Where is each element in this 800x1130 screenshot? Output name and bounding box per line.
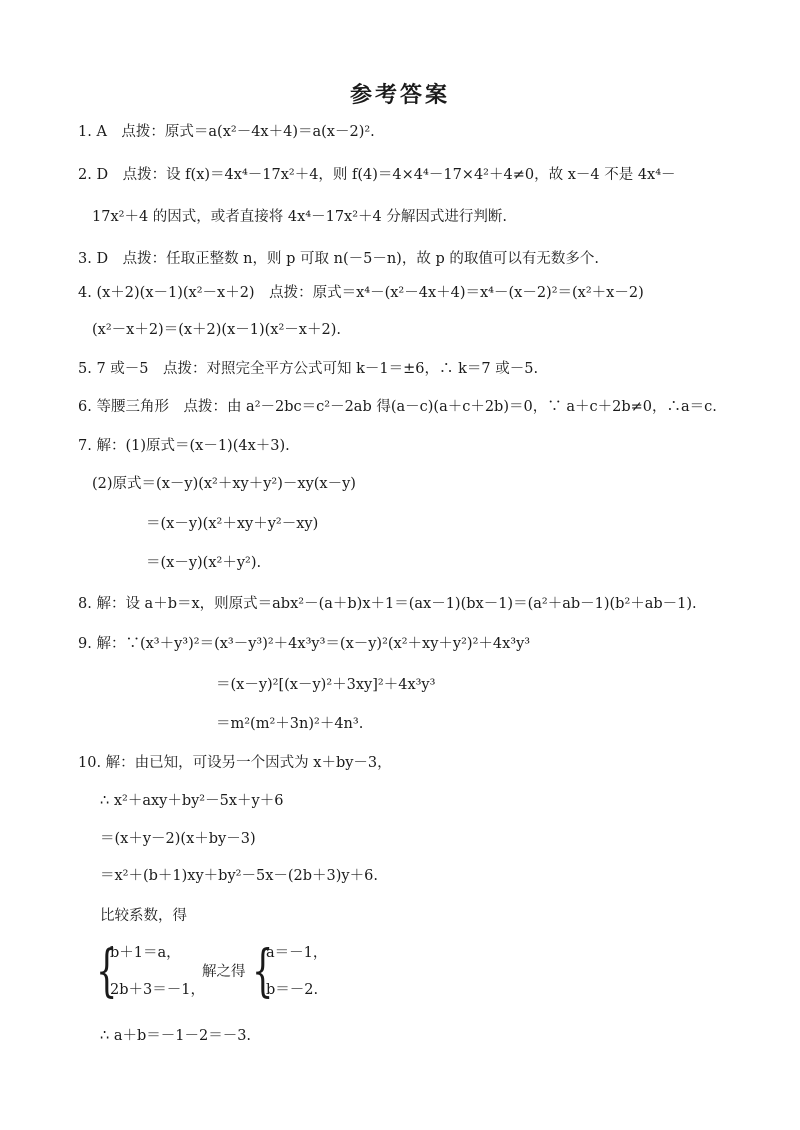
solve-label: 解之得 <box>202 964 246 980</box>
answer-10-compare-label: 比较系数，得 <box>100 908 187 924</box>
answer-4-line-2: (x²－x＋2)＝(x＋2)(x－1)(x²－x＋2). <box>92 322 341 338</box>
answer-9-line-3: ＝m²(m²＋3n)²＋4n³. <box>216 716 364 732</box>
answer-5: 5. 7 或－5 点拨：对照完全平方公式可知 k－1＝±6，∴ k＝7 或－5. <box>78 361 539 377</box>
answer-7-part-2-line-3: ＝(x－y)(x²＋y²). <box>146 555 262 571</box>
answer-9-line-1: 9. 解：∵(x³＋y³)²＝(x³－y³)²＋4x³y³＝(x－y)²(x²＋xy＋y²)²＋4x³y³ <box>78 636 531 652</box>
answer-2-line-1: 2. D 点拨：设 f(x)＝4x⁴－17x²＋4，则 f(4)＝4×4⁴－17×4²＋4≠0，故 x－4 不是 4x⁴－ <box>78 167 676 183</box>
system-eq-1: b＋1＝a， <box>110 945 181 961</box>
solution-b: b＝－2. <box>266 982 319 998</box>
answer-10-line-3: ＝(x＋y－2)(x＋by－3) <box>100 831 256 847</box>
answer-7-part-2-line-1: (2)原式＝(x－y)(x²＋xy＋y²)－xy(x－y) <box>92 476 356 492</box>
answer-3: 3. D 点拨：任取正整数 n，则 p 可取 n(－5－n)，故 p 的取值可以有无数多个. <box>78 251 599 267</box>
answer-10-conclusion: ∴ a＋b＝－1－2＝－3. <box>100 1028 252 1044</box>
answer-6: 6. 等腰三角形 点拨：由 a²－2bc＝c²－2ab 得(a－c)(a＋c＋2b)＝0，∵ a＋c＋2b≠0，∴a＝c. <box>78 399 717 415</box>
answer-2-line-2: 17x²＋4 的因式，或者直接将 4x⁴－17x²＋4 分解因式进行判断. <box>92 209 507 225</box>
answer-7-part-2-line-2: ＝(x－y)(x²＋xy＋y²－xy) <box>146 516 319 532</box>
answer-1: 1. A 点拨：原式＝a(x²－4x＋4)＝a(x－2)². <box>78 124 375 140</box>
right-brace: { <box>252 939 274 1004</box>
answer-9-line-2: ＝(x－y)²[(x－y)²＋3xy]²＋4x³y³ <box>216 677 436 693</box>
answer-4-line-1: 4. (x＋2)(x－1)(x²－x＋2) 点拨：原式＝x⁴－(x²－4x＋4)＝x⁴－(x－2)²＝(x²＋x－2) <box>78 285 644 301</box>
answer-10-line-2: ∴ x²＋axy＋by²－5x＋y＋6 <box>100 793 284 809</box>
answer-7-part-1: 7. 解：(1)原式＝(x－1)(4x＋3). <box>78 438 290 454</box>
page-title: 参考答案 <box>349 83 450 108</box>
system-eq-2: 2b＋3＝－1， <box>110 982 205 998</box>
answer-8: 8. 解：设 a＋b＝x，则原式＝abx²－(a＋b)x＋1＝(ax－1)(bx－1)＝(a²＋ab－1)(b²＋ab－1). <box>78 596 697 612</box>
answer-10-line-1: 10. 解：由已知，可设另一个因式为 x＋by－3， <box>78 755 392 771</box>
left-brace: { <box>96 939 118 1004</box>
solution-a: a＝－1， <box>266 945 328 961</box>
answer-10-line-4: ＝x²＋(b＋1)xy＋by²－5x－(2b＋3)y＋6. <box>100 868 378 884</box>
